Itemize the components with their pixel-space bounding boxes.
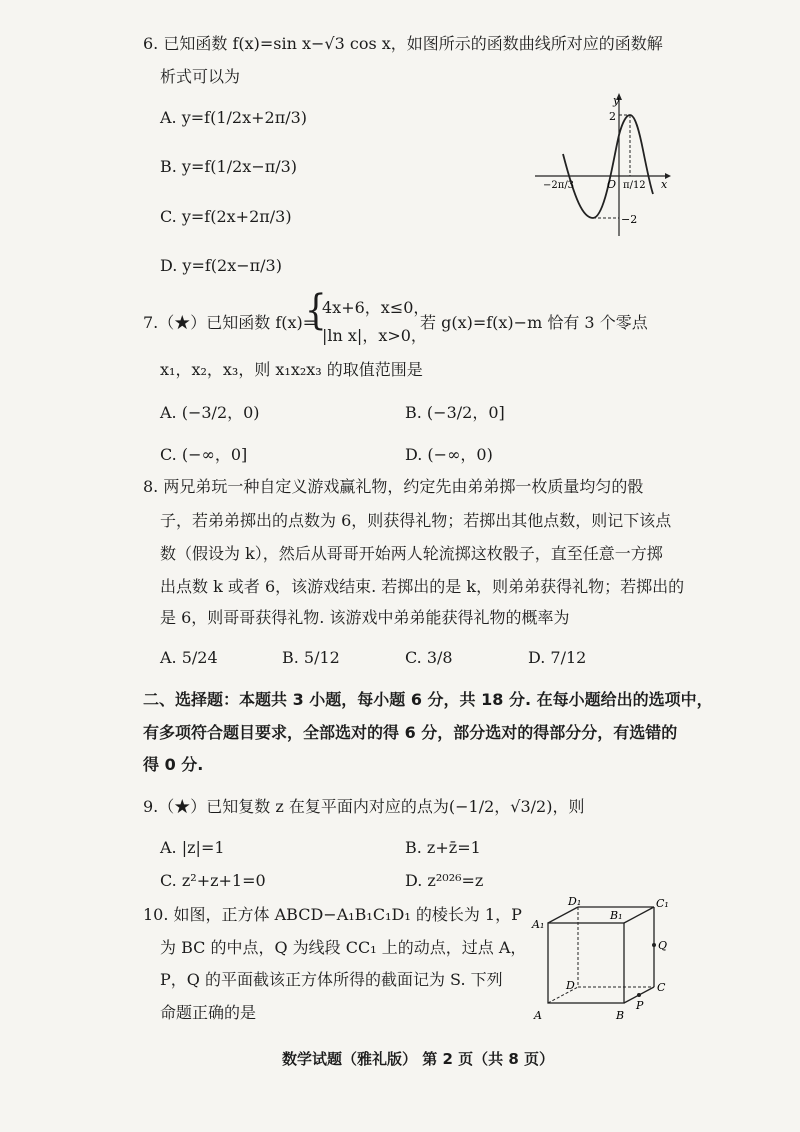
q8-option-d: D. 7/12 bbox=[528, 648, 587, 667]
q6-option-a: A. y=f(1/2x+2π/3) bbox=[160, 108, 308, 127]
graph-ymin-label: −2 bbox=[621, 213, 638, 226]
q6-option-c: C. y=f(2x+2π/3) bbox=[160, 207, 292, 226]
q10-line-4: 命题正确的是 bbox=[160, 1003, 257, 1022]
cube-label-c: C bbox=[657, 981, 666, 994]
q6-option-b: B. y=f(1/2x−π/3) bbox=[160, 157, 298, 176]
q9-option-c: C. z²+z+1=0 bbox=[160, 871, 266, 890]
q6-sine-graph bbox=[535, 90, 675, 240]
q8-line-3: 数（假设为 k），然后从哥哥开始两人轮流掷这枚骰子，直至任意一方掷 bbox=[160, 544, 663, 563]
q8-line-4: 出点数 k 或者 6，该游戏结束. 若掷出的是 k，则弟弟获得礼物；若掷出的 bbox=[160, 577, 685, 596]
graph-ymax-label: 2 bbox=[609, 110, 616, 123]
q9-option-b: B. z+z̄=1 bbox=[405, 838, 481, 857]
q8-option-a: A. 5/24 bbox=[160, 648, 218, 667]
section2-line-1: 二、选择题：本题共 3 小题，每小题 6 分，共 18 分. 在每小题给出的选项中， bbox=[143, 690, 713, 709]
q8-line-5: 是 6，则哥哥获得礼物. 该游戏中弟弟能获得礼物的概率为 bbox=[160, 608, 570, 627]
q8-line-1: 8. 两兄弟玩一种自定义游戏赢礼物，约定先由弟弟掷一枚质量均匀的骰 bbox=[143, 477, 644, 496]
cube-label-p: P bbox=[636, 999, 644, 1012]
q9-option-d: D. z²⁰²⁶=z bbox=[405, 871, 484, 890]
cube-label-d1: D₁ bbox=[568, 895, 582, 908]
page-footer: 数学试题（雅礼版） 第 2 页（共 8 页） bbox=[282, 1050, 554, 1068]
cube-label-b: B bbox=[616, 1009, 625, 1022]
q7-option-a: A. (−3/2，0) bbox=[160, 403, 260, 422]
q7-option-c: C. (−∞，0] bbox=[160, 445, 248, 464]
graph-xleft-label: −2π/3 bbox=[543, 180, 575, 191]
graph-xright-label: π/12 bbox=[623, 180, 646, 191]
q7-piece2: |ln x|，x>0， bbox=[322, 326, 427, 345]
graph-x-label: x bbox=[661, 178, 668, 191]
cube-label-b1: B₁ bbox=[610, 909, 623, 922]
cube-label-q: Q bbox=[658, 939, 668, 952]
q7-brace: { bbox=[305, 287, 327, 335]
q9-stem: 9.（★）已知复数 z 在复平面内对应的点为(−1/2，√3/2)，则 bbox=[143, 797, 585, 816]
q7-stem-suffix: 若 g(x)=f(x)−m 恰有 3 个零点 bbox=[420, 313, 648, 332]
q10-line-3: P，Q 的平面截该正方体所得的截面记为 S. 下列 bbox=[160, 970, 503, 989]
q7-option-b: B. (−3/2，0] bbox=[405, 403, 505, 422]
q6-option-d: D. y=f(2x−π/3) bbox=[160, 256, 282, 275]
cube-label-a: A bbox=[534, 1009, 542, 1022]
cube-label-d: D bbox=[566, 979, 575, 992]
section2-line-3: 得 0 分. bbox=[143, 755, 204, 774]
graph-origin-label: O bbox=[607, 178, 617, 191]
q7-piece1: 4x+6，x≤0， bbox=[322, 298, 430, 317]
q6-stem-line1: 6. 已知函数 f(x)=sin x−√3 cos x，如图所示的函数曲线所对应的函数解 bbox=[143, 34, 663, 53]
q9-option-a: A. |z|=1 bbox=[160, 838, 225, 857]
q10-cube-diagram bbox=[528, 895, 673, 1025]
cube-label-a1: A₁ bbox=[532, 918, 545, 931]
q10-line-1: 10. 如图，正方体 ABCD−A₁B₁C₁D₁ 的棱长为 1，P bbox=[143, 905, 522, 924]
graph-y-label: y bbox=[613, 94, 620, 107]
q7-stem-prefix: 7.（★）已知函数 f(x)= bbox=[143, 313, 317, 332]
q8-option-b: B. 5/12 bbox=[282, 648, 340, 667]
section2-line-2: 有多项符合题目要求，全部选对的得 6 分，部分选对的得部分分，有选错的 bbox=[143, 723, 678, 742]
q6-stem-line2: 析式可以为 bbox=[160, 67, 241, 86]
q7-stem-line2: x₁，x₂，x₃，则 x₁x₂x₃ 的取值范围是 bbox=[160, 360, 423, 379]
q8-line-2: 子，若弟弟掷出的点数为 6，则获得礼物；若掷出其他点数，则记下该点 bbox=[160, 511, 672, 530]
q7-option-d: D. (−∞，0) bbox=[405, 445, 493, 464]
q8-option-c: C. 3/8 bbox=[405, 648, 453, 667]
q10-line-2: 为 BC 的中点，Q 为线段 CC₁ 上的动点，过点 A， bbox=[160, 938, 527, 957]
cube-label-c1: C₁ bbox=[656, 897, 669, 910]
